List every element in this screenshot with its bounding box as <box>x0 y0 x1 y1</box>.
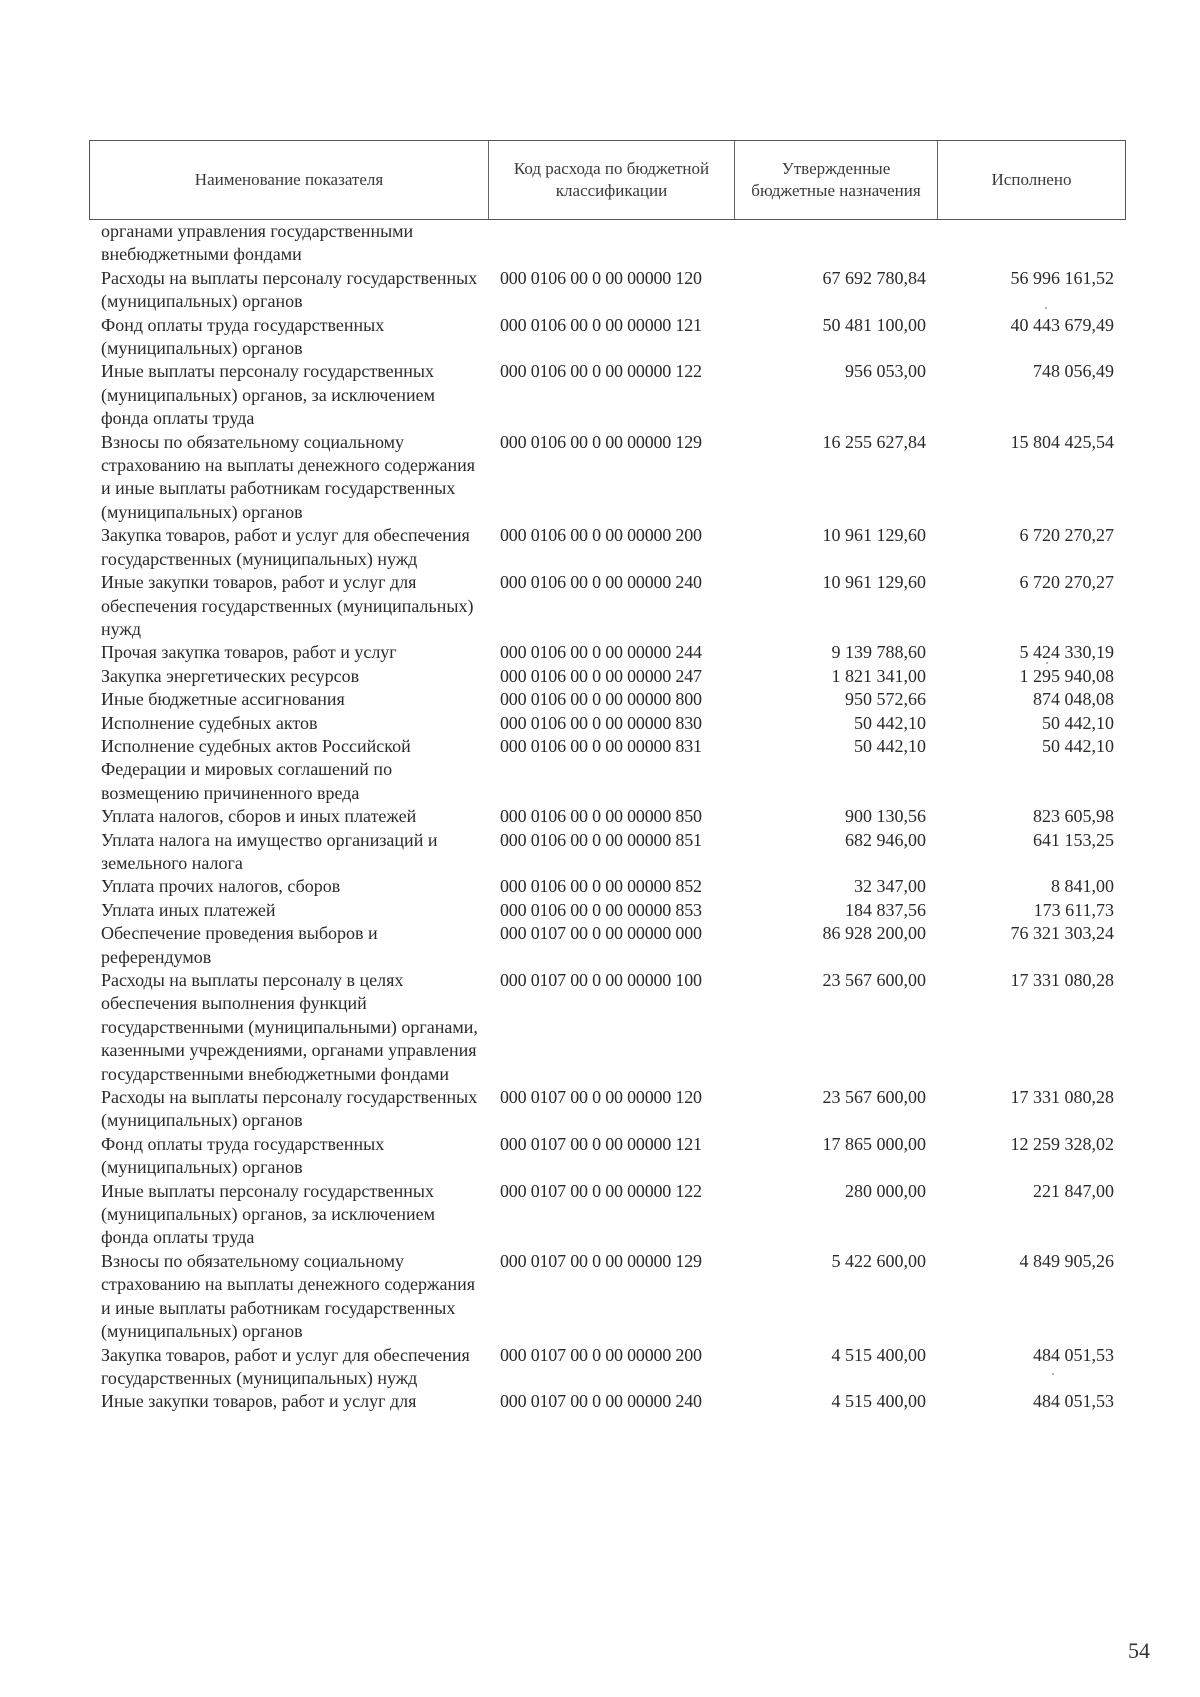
row-name: Уплата прочих налогов, сборов <box>101 876 341 897</box>
row-approved: 280 000,00 <box>845 1180 926 1201</box>
table-header <box>89 140 1126 220</box>
row-name: Иные бюджетные ассигнования <box>101 689 345 710</box>
table-row <box>89 220 1126 267</box>
row-code: 000 0106 00 0 00 00000 830 <box>500 712 702 733</box>
row-executed: 56 996 161,52 <box>1010 267 1114 288</box>
row-code: 000 0106 00 0 00 00000 800 <box>500 689 702 710</box>
row-approved: 900 130,56 <box>845 806 926 827</box>
row-approved: 956 053,00 <box>845 361 926 382</box>
row-approved: 50 442,10 <box>854 735 926 756</box>
row-code: 000 0106 00 0 00 00000 120 <box>500 267 702 288</box>
row-code: 000 0106 00 0 00 00000 240 <box>500 572 702 593</box>
row-approved: 10 961 129,60 <box>822 572 926 593</box>
row-approved: 32 347,00 <box>854 876 926 897</box>
row-code: 000 0106 00 0 00 00000 129 <box>500 431 702 452</box>
row-executed: 173 611,73 <box>1033 899 1114 920</box>
table-row <box>89 360 1126 430</box>
row-executed: 17 331 080,28 <box>1010 1087 1114 1108</box>
row-name: Прочая закупка товаров, работ и услуг <box>101 642 397 663</box>
row-approved: 950 572,66 <box>845 689 926 710</box>
row-approved: 23 567 600,00 <box>822 1087 926 1108</box>
row-approved: 16 255 627,84 <box>822 431 926 452</box>
row-executed: 6 720 270,27 <box>1019 525 1114 546</box>
scan-speck <box>1045 307 1047 309</box>
table-row <box>89 712 1126 735</box>
row-name: Взносы по обязательному социальному страхованию на выплаты денежного содержания и иные выплаты работникам государственных (муниципальных) органов <box>101 1250 476 1342</box>
row-executed: 1 295 940,08 <box>1019 665 1114 686</box>
table-row <box>89 969 1126 1086</box>
row-code: 000 0106 00 0 00 00000 244 <box>500 642 702 663</box>
row-approved: 1 821 341,00 <box>831 665 926 686</box>
table-row <box>89 665 1126 688</box>
row-executed: 484 051,53 <box>1033 1344 1114 1365</box>
row-approved: 4 515 400,00 <box>831 1391 926 1412</box>
row-executed <box>936 220 1126 267</box>
row-name: Иные выплаты персоналу государственных (муниципальных) органов, за исключением фонда оплаты труда <box>101 361 436 429</box>
scan-speck <box>1052 1373 1054 1375</box>
row-executed: 6 720 270,27 <box>1019 572 1114 593</box>
row-code: 000 0107 00 0 00 00000 122 <box>500 1180 702 1201</box>
row-executed: 221 847,00 <box>1033 1180 1114 1201</box>
row-executed: 874 048,08 <box>1033 689 1114 710</box>
row-code: 000 0107 00 0 00 00000 129 <box>500 1250 702 1271</box>
row-name: Исполнение судебных актов <box>101 712 318 733</box>
header-approved: Утвержденные бюджетные назначения <box>734 141 937 219</box>
row-name: Иные закупки товаров, работ и услуг для обеспечения государственных (муниципальных) нужд <box>101 572 474 639</box>
header-executed: Исполнено <box>937 141 1125 219</box>
row-code: 000 0107 00 0 00 00000 100 <box>500 970 702 990</box>
row-executed: 5 424 330,19 <box>1019 642 1114 663</box>
row-executed: 8 841,00 <box>1051 876 1114 897</box>
budget-table <box>89 220 1126 1414</box>
row-approved: 682 946,00 <box>845 829 926 850</box>
row-code: 000 0106 00 0 00 00000 247 <box>500 665 702 686</box>
row-approved: 17 865 000,00 <box>822 1133 926 1154</box>
row-executed: 484 051,53 <box>1033 1391 1114 1412</box>
row-executed: 15 804 425,54 <box>1010 431 1114 452</box>
row-name: Иные выплаты персоналу государственных (муниципальных) органов, за исключением фонда оплаты труда <box>101 1180 436 1248</box>
row-approved: 5 422 600,00 <box>831 1250 926 1271</box>
row-code: 000 0106 00 0 00 00000 852 <box>500 876 702 897</box>
row-name: Иные закупки товаров, работ и услуг для <box>101 1391 417 1412</box>
row-approved: 23 567 600,00 <box>822 970 926 990</box>
row-name: Фонд оплаты труда государственных (муниципальных) органов <box>101 1133 385 1178</box>
row-approved: 50 442,10 <box>854 712 926 733</box>
row-name: Закупка товаров, работ и услуг для обеспечения государственных (муниципальных) нужд <box>101 525 470 569</box>
row-name: Уплата налога на имущество организаций и земельного налога <box>101 829 438 873</box>
row-executed: 76 321 303,24 <box>1010 923 1114 944</box>
row-name: Закупка энергетических ресурсов <box>101 665 360 686</box>
row-code: 000 0106 00 0 00 00000 831 <box>500 735 702 756</box>
table-row <box>89 899 1126 922</box>
row-approved: 4 515 400,00 <box>831 1344 926 1365</box>
row-executed: 4 849 905,26 <box>1019 1250 1114 1271</box>
table-row <box>89 1250 1126 1344</box>
row-approved: 184 837,56 <box>845 899 926 920</box>
row-name: Исполнение судебных актов Российской Федерации и мировых соглашений по возмещению причиненного вреда <box>101 735 411 803</box>
scan-speck <box>1046 662 1048 664</box>
table-row <box>89 1390 1126 1413</box>
table-row <box>89 431 1126 525</box>
row-executed: 40 443 679,49 <box>1010 314 1114 335</box>
row-approved: 86 928 200,00 <box>822 923 926 944</box>
row-name: Расходы на выплаты персоналу в целях обеспечения выполнения функций государственными (муниципальными) органами, казенными учреждениями, органами управления государственными внебюджетными фондами <box>101 970 478 1084</box>
table-row <box>89 641 1126 664</box>
row-approved: 67 692 780,84 <box>822 267 926 288</box>
table-row <box>89 1344 1126 1391</box>
row-approved <box>732 220 936 267</box>
row-code: 000 0107 00 0 00 00000 200 <box>500 1344 702 1365</box>
page-number: 54 <box>1128 1638 1150 1663</box>
table-row <box>89 875 1126 898</box>
row-executed: 17 331 080,28 <box>1010 970 1114 990</box>
header-name: Наименование показателя <box>194 170 384 189</box>
row-name: Взносы по обязательному социальному страхованию на выплаты денежного содержания и иные выплаты работникам государственных (муниципальных) органов <box>101 431 476 522</box>
row-code: 000 0107 00 0 00 00000 120 <box>500 1087 702 1108</box>
row-name: Расходы на выплаты персоналу государственных (муниципальных) органов <box>101 1087 478 1131</box>
row-name: Уплата налогов, сборов и иных платежей <box>101 806 417 827</box>
row-name: Уплата иных платежей <box>101 899 276 920</box>
row-executed: 50 442,10 <box>1042 735 1114 756</box>
row-code: 000 0106 00 0 00 00000 851 <box>500 829 702 850</box>
row-name: органами управления государственными внебюджетными фондами <box>101 221 414 265</box>
table-row <box>89 735 1126 805</box>
row-executed: 823 605,98 <box>1033 806 1114 827</box>
table-row <box>89 524 1126 571</box>
row-code: 000 0106 00 0 00 00000 121 <box>500 314 702 335</box>
table-row <box>89 688 1126 711</box>
table-row <box>89 829 1126 876</box>
row-executed: 641 153,25 <box>1033 829 1114 850</box>
table-row <box>89 314 1126 361</box>
row-executed: 12 259 328,02 <box>1010 1133 1114 1154</box>
row-name: Расходы на выплаты персоналу государственных (муниципальных) органов <box>101 267 478 312</box>
row-code: 000 0106 00 0 00 00000 853 <box>500 899 702 920</box>
table-row <box>89 805 1126 828</box>
row-executed: 50 442,10 <box>1042 712 1114 733</box>
row-approved: 10 961 129,60 <box>822 525 926 546</box>
row-code <box>486 220 732 267</box>
row-executed: 748 056,49 <box>1033 361 1114 382</box>
row-code: 000 0106 00 0 00 00000 200 <box>500 525 702 546</box>
table-row <box>89 1180 1126 1250</box>
header-code: Код расхода по бюджетной классификации <box>488 141 734 219</box>
row-approved: 50 481 100,00 <box>822 314 926 335</box>
row-code: 000 0107 00 0 00 00000 121 <box>500 1133 702 1154</box>
row-approved: 9 139 788,60 <box>831 642 926 663</box>
table-row <box>89 267 1126 314</box>
row-code: 000 0107 00 0 00 00000 240 <box>500 1391 702 1412</box>
table-row <box>89 1133 1126 1180</box>
table-row <box>89 922 1126 969</box>
table-row <box>89 571 1126 641</box>
row-code: 000 0106 00 0 00 00000 122 <box>500 361 702 382</box>
row-name: Фонд оплаты труда государственных (муниципальных) органов <box>101 314 385 359</box>
row-code: 000 0106 00 0 00 00000 850 <box>500 806 702 827</box>
row-name: Закупка товаров, работ и услуг для обеспечения государственных (муниципальных) нужд <box>101 1344 470 1388</box>
table-row <box>89 1086 1126 1133</box>
row-code: 000 0107 00 0 00 00000 000 <box>500 923 702 944</box>
row-name: Обеспечение проведения выборов и референдумов <box>101 923 378 967</box>
